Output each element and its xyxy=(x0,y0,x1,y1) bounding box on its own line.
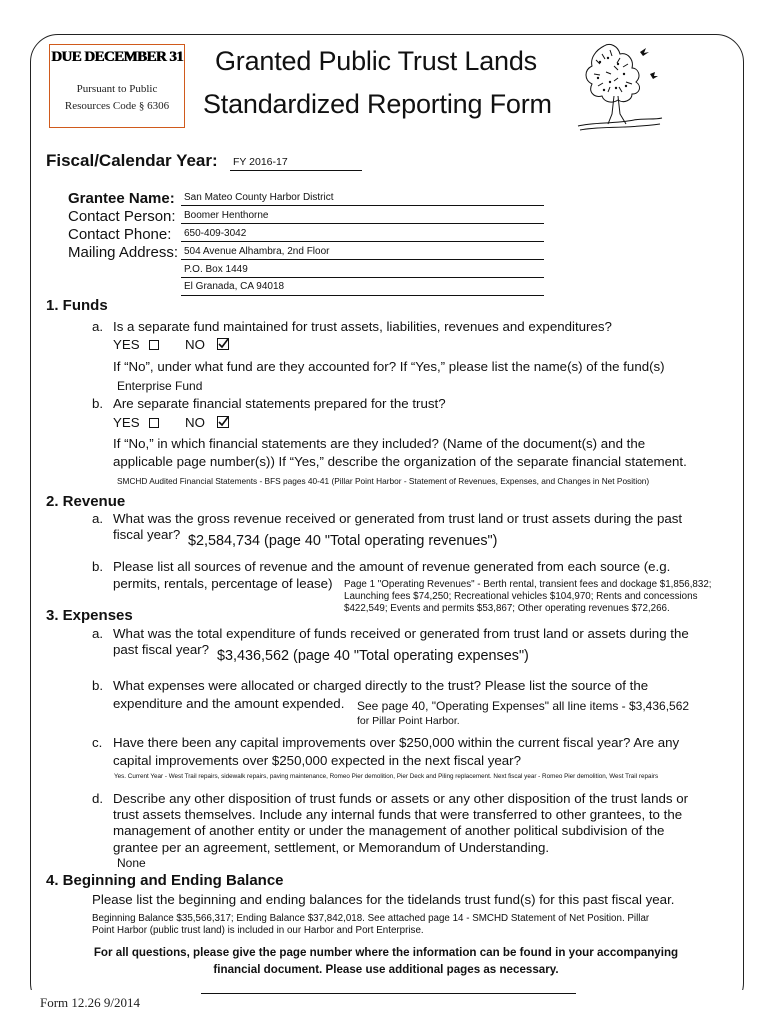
grantee-name-value[interactable]: San Mateo County Harbor District xyxy=(184,192,334,203)
expenses-qd-line-3: management of another entity or under the management of another political subdivision of the xyxy=(113,823,665,838)
funds-qb-answer[interactable]: SMCHD Audited Financial Statements - BFS pages 40-41 (Pillar Point Harbor - Statement of Revenues, Expenses, and Changes in Net Position) xyxy=(117,476,650,486)
expenses-qa-line-1: What was the total expenditure of funds received or generated from trust land or assets during the xyxy=(113,626,689,641)
expenses-qc-line-2: capital improvements over $250,000 expected in the next fiscal year? xyxy=(113,753,522,768)
form-number: Form 12.26 9/2014 xyxy=(40,995,141,1010)
mailing-address-underline-1 xyxy=(181,259,544,260)
funds-qb-yes-label: YES xyxy=(113,415,140,430)
form-title-line-2: Standardized Reporting Form xyxy=(203,89,552,119)
expenses-qb-answer-line-1[interactable]: See page 40, "Operating Expenses" all line items - $3,436,562 xyxy=(357,699,690,713)
funds-qb-yes-option[interactable] xyxy=(113,414,159,431)
expenses-qc-answer[interactable]: Yes. Current Year - West Trail repairs, sidewalk repairs, paving maintenance, Romeo Pier demolition, Pier Deck and Piling replacement. Next fiscal year - Romeo Pier demolition, West Trail repairs xyxy=(114,773,659,780)
pursuant-line-1: Pursuant to Public xyxy=(76,83,158,95)
revenue-qb-line-1: Please list all sources of revenue and the amount of revenue generated from each source (e.g. xyxy=(113,559,671,574)
mailing-address-line-2[interactable]: P.O. Box 1449 xyxy=(184,264,248,275)
fiscal-year-underline xyxy=(230,170,362,171)
mailing-address-underline-2 xyxy=(181,277,544,278)
funds-qa-prefix: a. xyxy=(92,319,104,334)
balance-answer-line-1[interactable]: Beginning Balance $35,566,317; Ending Balance $37,842,018. See attached page 14 - SMCHD Statement of Net Position. Pillar xyxy=(92,913,650,924)
contact-phone-label: Contact Phone: xyxy=(68,226,172,243)
checkbox-icon[interactable] xyxy=(149,418,159,428)
expenses-qd-line-1: Describe any other disposition of trust funds or assets or any other disposition of the trust lands or xyxy=(113,791,689,806)
section-balance-heading: 4. Beginning and Ending Balance xyxy=(46,872,284,889)
checkbox-checked-icon[interactable] xyxy=(217,416,229,428)
revenue-qb-prefix: b. xyxy=(92,559,104,574)
mailing-address-line-1[interactable]: 504 Avenue Alhambra, 2nd Floor xyxy=(184,246,330,257)
funds-qb-no-option[interactable] xyxy=(185,414,229,431)
funds-qb-prefix: b. xyxy=(92,396,104,411)
expenses-qa-line-2: past fiscal year? xyxy=(113,642,210,657)
footer-signature-line xyxy=(201,993,576,994)
grantee-name-label: Grantee Name: xyxy=(68,190,175,207)
expenses-qd-line-2: trust assets themselves. Include any internal funds that were transferred to other grantees, to the xyxy=(113,807,683,822)
funds-qa-yes-option[interactable] xyxy=(113,336,159,353)
funds-qa-text: Is a separate fund maintained for trust assets, liabilities, revenues and expenditures? xyxy=(113,319,612,334)
expenses-qc-prefix: c. xyxy=(92,735,103,750)
expenses-qd-prefix: d. xyxy=(92,791,104,806)
mailing-address-line-3[interactable]: El Granada, CA 94018 xyxy=(184,281,285,292)
expenses-qd-answer[interactable]: None xyxy=(117,856,146,870)
due-date-title: DUE DECEMBER 31 xyxy=(51,49,183,65)
mailing-address-underline-3 xyxy=(181,295,544,296)
expenses-qc-line-1: Have there been any capital improvements over $250,000 within the current fiscal year? Are any xyxy=(113,735,680,750)
footer-note-line-2: financial document. Please use additional pages as necessary. xyxy=(213,963,559,976)
section-funds-heading: 1. Funds xyxy=(46,297,108,314)
section-revenue-heading: 2. Revenue xyxy=(46,493,126,510)
funds-qa-yes-label: YES xyxy=(113,337,140,352)
fiscal-year-value[interactable]: FY 2016-17 xyxy=(233,156,288,168)
funds-qa-followup: If “No”, under what fund are they accounted for? If “Yes,” please list the name(s) of the fund(s) xyxy=(113,359,665,374)
pursuant-line-2: Resources Code § 6306 xyxy=(64,100,170,112)
revenue-qb-answer-line-3[interactable]: $422,549; Events and permits $53,867; Other operating revenues $72,266. xyxy=(344,603,670,614)
fiscal-year-label: Fiscal/Calendar Year: xyxy=(46,151,218,170)
checkbox-checked-icon[interactable] xyxy=(217,338,229,350)
tree-logo-icon xyxy=(574,36,664,132)
revenue-qa-line-1: What was the gross revenue received or generated from trust land or trust assets during the past xyxy=(113,511,683,526)
expenses-qb-prefix: b. xyxy=(92,678,104,693)
form-title-line-1: Granted Public Trust Lands xyxy=(215,46,537,76)
expenses-qb-answer-line-2[interactable]: for Pillar Point Harbor. xyxy=(357,715,460,727)
funds-qb-followup-2: applicable page number(s)) If “Yes,” describe the organization of the separate financial statement. xyxy=(113,454,687,469)
checkbox-icon[interactable] xyxy=(149,340,159,350)
mailing-address-label: Mailing Address: xyxy=(68,244,179,261)
expenses-qd-line-4: grantee per an agreement, settlement, or Memorandum of Understanding. xyxy=(113,840,550,855)
section-expenses-heading: 3. Expenses xyxy=(46,607,133,624)
funds-qa-answer[interactable]: Enterprise Fund xyxy=(117,379,203,393)
revenue-qb-answer-line-2[interactable]: Launching fees $74,250; Recreational vehicles $104,970; Rents and concessions xyxy=(344,591,698,602)
revenue-qa-answer[interactable]: $2,584,734 (page 40 "Total operating revenues") xyxy=(188,533,498,549)
expenses-qa-prefix: a. xyxy=(92,626,104,641)
revenue-qb-answer-line-1[interactable]: Page 1 "Operating Revenues" - Berth rental, transient fees and dockage $1,856,832; xyxy=(344,579,712,590)
grantee-name-underline xyxy=(181,205,544,206)
due-date-box xyxy=(49,44,185,128)
footer-note-line-1: For all questions, please give the page number where the information can be found in your accompanying xyxy=(93,946,679,959)
contact-person-label: Contact Person: xyxy=(68,208,176,225)
expenses-qb-line-2: expenditure and the amount expended. xyxy=(113,696,345,711)
funds-qb-no-label: NO xyxy=(185,415,205,430)
contact-person-underline xyxy=(181,223,544,224)
contact-person-value[interactable]: Boomer Henthorne xyxy=(184,210,269,221)
funds-qa-no-label: NO xyxy=(185,337,205,352)
expenses-qa-answer[interactable]: $3,436,562 (page 40 "Total operating expenses") xyxy=(217,648,529,664)
revenue-qa-prefix: a. xyxy=(92,511,104,526)
funds-qb-followup-1: If “No,” in which financial statements are they included? (Name of the document(s) and the xyxy=(113,436,646,451)
revenue-qa-line-2: fiscal year? xyxy=(113,527,181,542)
balance-answer-line-2[interactable]: Point Harbor (public trust land) is included in our Harbor and Port Enterprise. xyxy=(92,925,424,936)
expenses-qb-line-1: What expenses were allocated or charged directly to the trust? Please list the source of the xyxy=(113,678,649,693)
revenue-qb-line-2: permits, rentals, percentage of lease) xyxy=(113,576,333,591)
contact-phone-value[interactable]: 650-409-3042 xyxy=(184,228,247,239)
contact-phone-underline xyxy=(181,241,544,242)
balance-question: Please list the beginning and ending balances for the tidelands trust fund(s) for this past fiscal year. xyxy=(92,892,675,907)
funds-qb-text: Are separate financial statements prepared for the trust? xyxy=(113,396,446,411)
funds-qa-no-option[interactable] xyxy=(185,336,229,353)
